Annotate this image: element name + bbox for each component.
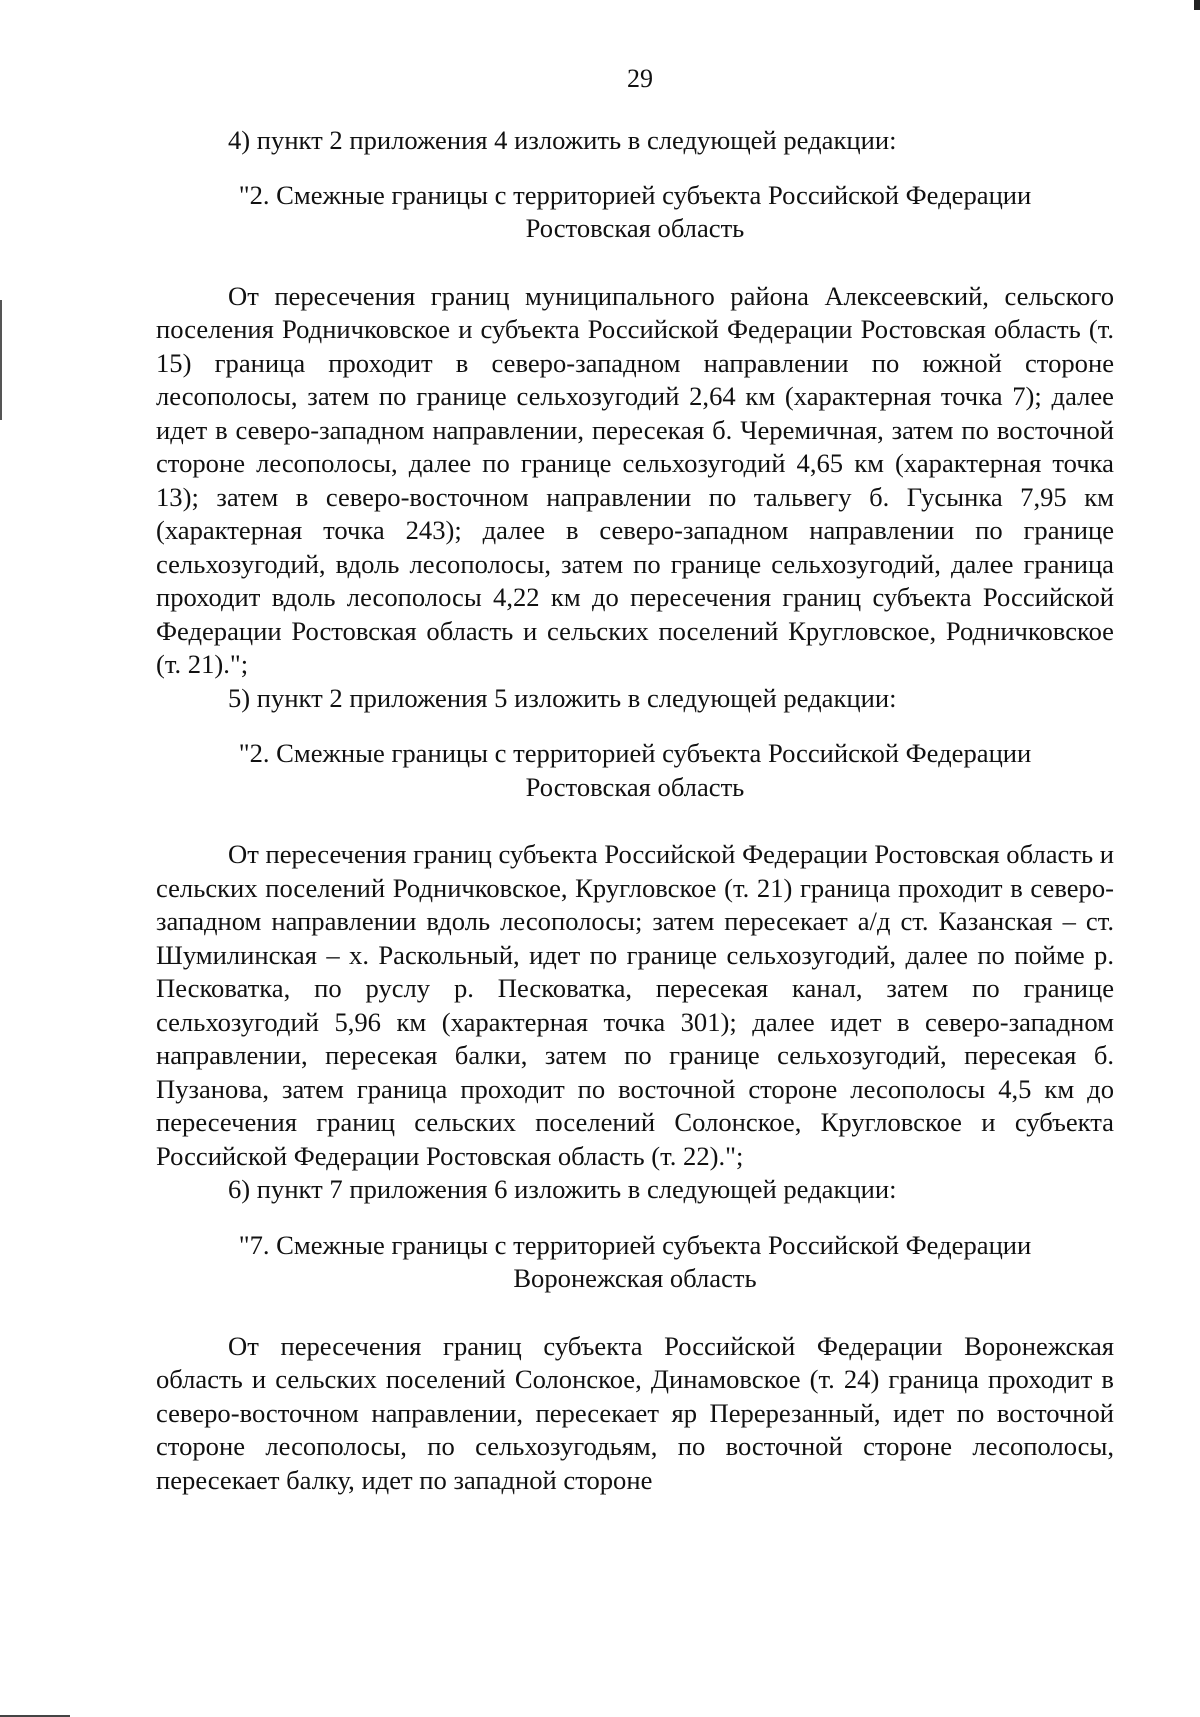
page-number: 29: [627, 64, 653, 93]
section-heading: "2. Смежные границы с территорией субъекта Российской Федерации: [238, 738, 1032, 768]
section-heading: "7. Смежные границы с территорией субъекта Российской Федерации: [238, 1229, 1032, 1260]
document-body: [156, 124, 1114, 1497]
boundary-description: От пересечения границ субъекта Российской Федерации Воронежская область и сельских поселений Солонское, Динамовское (т. 24) граница проходит в северо-восточном направлении, пересекает яр Перерезанный, идет по восточной стороне лесополосы, по сельхозугодьям, по восточной стороне лесополосы, пересекает балку, идет по западной стороне: [156, 1330, 1114, 1495]
scan-edge-mark: [1194, 0, 1200, 10]
amendment-item: 6) пункт 7 приложения 6 изложить в следующей редакции:: [228, 1174, 897, 1204]
boundary-description: От пересечения границ муниципального района Алексеевский, сельского поселения Родничковское и субъекта Российской Федерации Ростовская область (т. 15) граница проходит в северо-западном направлении по южной стороне лесополосы, затем по границе сельхозугодий 2,64 км (характерная точка 7); далее идет в северо-западном направлении, пересекая б. Черемичная, затем по восточной стороне лесополосы, далее по границе сельхозугодий 4,65 км (характерная точка 13); затем в северо-восточном направлении по тальвегу б. Гусынка 7,95 км (характерная точка 243); далее в северо-западном направлении по границе сельхозугодий, вдоль лесополосы, затем по границе сельхозугодий, далее граница проходит вдоль лесополосы 4,22 км до пересечения границ субъекта Российской Федерации Ростовская область и сельских поселений Кругловское, Родничковское (т. 21).";: [156, 280, 1114, 679]
scan-edge-mark: [0, 300, 2, 420]
amendment-item: 5) пункт 2 приложения 5 изложить в следующей редакции:: [228, 682, 897, 713]
boundary-description: От пересечения границ субъекта Российской Федерации Ростовская область и сельских поселений Родничковское, Кругловское (т. 21) граница проходит в северо-западном направлении вдоль лесополосы; затем пересекает а/д ст. Казанская – ст. Шумилинская – х. Раскольный, идет по границе сельхозугодий, далее по пойме р. Песковатка, по руслу р. Песковатка, пересекая канал, затем по границе сельхозугодий 5,96 км (характерная точка 301); далее идет в северо-западном направлении, пересекая балки, затем по границе сельхозугодий, пересекая б. Пузанова, затем граница проходит по восточной стороне лесополосы 4,5 км до пересечения границ сельских поселений Солонское, Кругловское и субъекта Российской Федерации Ростовская область (т. 22).";: [156, 839, 1114, 1171]
section-heading-region: Воронежская область: [513, 1263, 757, 1293]
section-heading: "2. Смежные границы с территорией субъекта Российской Федерации: [238, 179, 1032, 210]
amendment-item: 4) пункт 2 приложения 4 изложить в следующей редакции:: [228, 125, 897, 155]
section-heading-region: Ростовская область: [525, 213, 745, 243]
section-heading-region: Ростовская область: [525, 771, 745, 802]
